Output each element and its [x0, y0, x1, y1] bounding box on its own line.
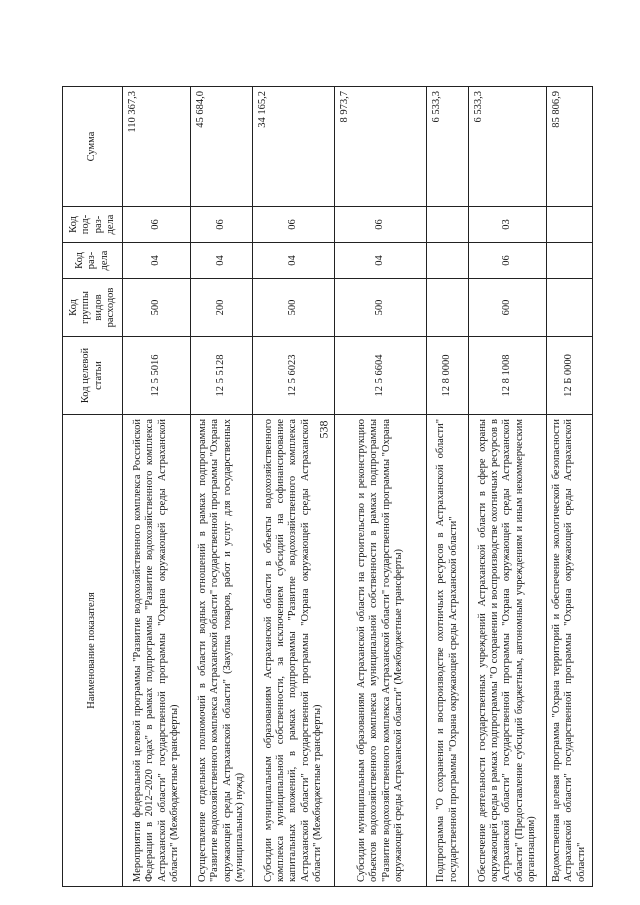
- row-sum: 34 165,2: [253, 87, 335, 207]
- row-group-code: 200: [191, 279, 253, 337]
- row-subsection-code: [427, 207, 469, 243]
- table-row: [191, 87, 253, 887]
- row-subsection-code: 06: [123, 207, 191, 243]
- row-name: Субсидии муниципальным образованиям Астраханской области в объекты водохозяйственного комплекса муниципальной собственности, за исключением субсидий на софинансирование капитальных вложений, в рамках подпрограммы "Развитие водохозяйственного комплекса Астраханской области" государственной программы "Охрана окружающей среды Астраханской области" (Межбюджетные трансферты): [253, 415, 335, 887]
- row-target-code: 12 5 6023: [253, 337, 335, 415]
- row-subsection-code: 06: [253, 207, 335, 243]
- table-row: [335, 87, 427, 887]
- row-section-code: [547, 243, 593, 279]
- table-header-row: [63, 87, 123, 887]
- row-section-code: 04: [253, 243, 335, 279]
- row-sum: 8 973,7: [335, 87, 427, 207]
- row-group-code: 500: [335, 279, 427, 337]
- row-target-code: 12 5 5016: [123, 337, 191, 415]
- budget-table-rotated: [62, 87, 592, 887]
- row-section-code: 06: [469, 243, 547, 279]
- header-sum: Сумма: [63, 87, 123, 207]
- page-number: 538: [316, 420, 331, 439]
- table-row: [547, 87, 593, 887]
- row-sum: 85 806,9: [547, 87, 593, 207]
- table-row: [469, 87, 547, 887]
- row-name: Обеспечение деятельности государственных учреждений Астраханской области в сфере охраны окружающей среды в рамках подпрограммы "О сохранении и воспроизводстве охотничьих ресурсов в Астраханской области" государственной программы "Охрана окружающей среды Астраханской области" (Предоставление субсидий бюджетным, автономным учреждениям и иным некоммерческим организациям): [469, 415, 547, 887]
- row-name: Осуществление отдельных полномочий в области водных отношений в рамках подпрограммы "Развитие водохозяйственного комплекса Астраханской области" государственной программы "Охрана окружающей среды Астраханской области" (Закупка товаров, работ и услуг для государственных (муниципальных) нужд): [191, 415, 253, 887]
- row-sum: 6 533,3: [469, 87, 547, 207]
- table-row: [253, 87, 335, 887]
- row-target-code: 12 Б 0000: [547, 337, 593, 415]
- row-section-code: 04: [335, 243, 427, 279]
- header-target-code: Код целевой статьи: [63, 337, 123, 415]
- budget-table: [62, 86, 593, 887]
- table-row: [427, 87, 469, 887]
- row-target-code: 12 8 0000: [427, 337, 469, 415]
- row-section-code: 04: [191, 243, 253, 279]
- row-group-code: [547, 279, 593, 337]
- row-subsection-code: [547, 207, 593, 243]
- row-name: Подпрограмма "О сохранении и воспроизводстве охотничьих ресурсов в Астраханской области" государственной программы "Охрана окружающей среды Астраханской области": [427, 415, 469, 887]
- row-group-code: 500: [123, 279, 191, 337]
- row-section-code: [427, 243, 469, 279]
- row-name: Ведомственная целевая программа "Охрана территорий и обеспечение экологической безопасности Астраханской области" государственной программы "Охрана окружающей среды Астраханской области": [547, 415, 593, 887]
- row-subsection-code: 03: [469, 207, 547, 243]
- row-name: Субсидии муниципальным образованиям Астраханской области на строительство и реконструкцию объектов водохозяйственного комплекса муниципальной собственности в рамках подпрограммы "Развитие водохозяйственного комплекса Астраханской области" государственной программы "Охрана окружающей среды Астраханской области" (Межбюджетные трансферты): [335, 415, 427, 887]
- header-group-code: Код группы видов расходов: [63, 279, 123, 337]
- row-target-code: 12 5 5128: [191, 337, 253, 415]
- row-subsection-code: 06: [335, 207, 427, 243]
- row-section-code: 04: [123, 243, 191, 279]
- row-sum: 110 367,3: [123, 87, 191, 207]
- table-row: [123, 87, 191, 887]
- row-target-code: 12 8 1008: [469, 337, 547, 415]
- row-target-code: 12 5 6604: [335, 337, 427, 415]
- header-name: Наименование показателя: [63, 415, 123, 887]
- row-group-code: [427, 279, 469, 337]
- row-sum: 6 533,3: [427, 87, 469, 207]
- row-group-code: 500: [253, 279, 335, 337]
- header-subsection-code: Код под-раз-дела: [63, 207, 123, 243]
- row-name: Мероприятия федеральной целевой программы "Развитие водохозяйственного комплекса Российской Федерации в 2012–2020 годах" в рамках подпрограммы "Развитие водохозяйственного комплекса Астраханской области" государственной программы "Охрана окружающей среды Астраханской области" (Межбюджетные трансферты): [123, 415, 191, 887]
- row-group-code: 600: [469, 279, 547, 337]
- header-section-code: Код раз-дела: [63, 243, 123, 279]
- row-subsection-code: 06: [191, 207, 253, 243]
- row-sum: 45 684,0: [191, 87, 253, 207]
